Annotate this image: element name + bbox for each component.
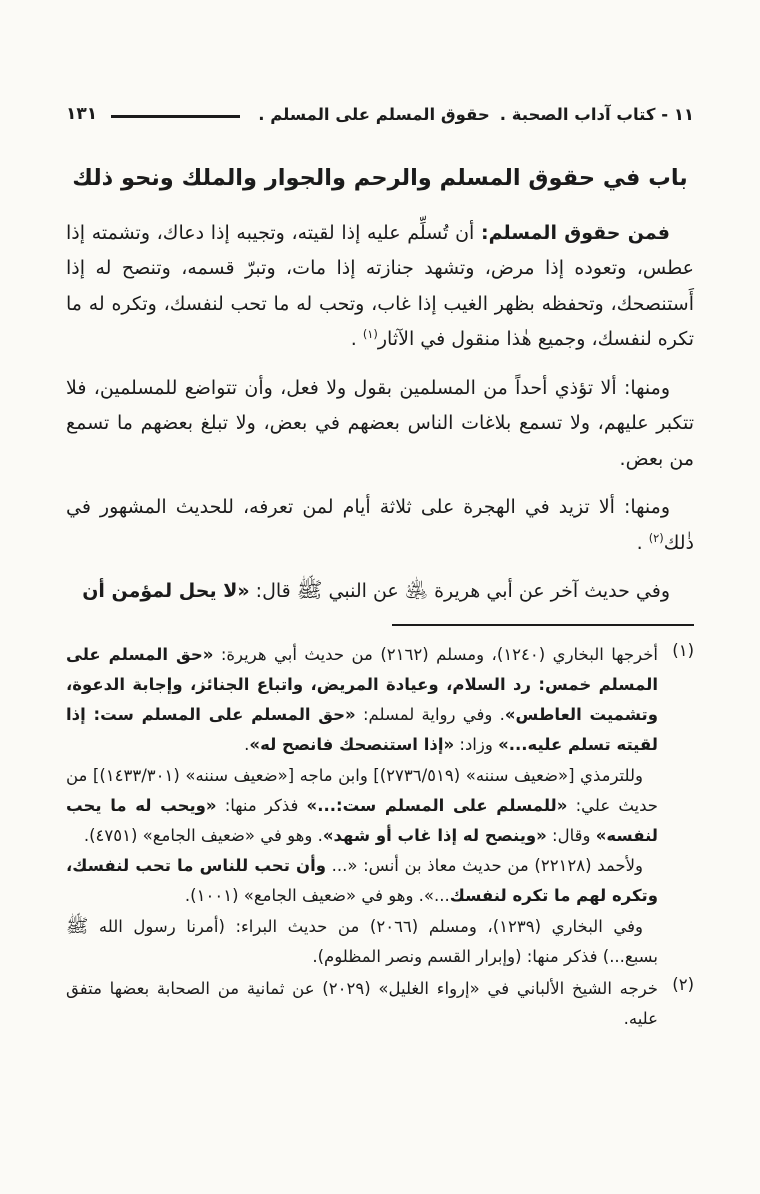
footnote-1-text: [66, 640, 658, 972]
page-number: ١٣١: [66, 104, 98, 124]
footnote-paragraph: وفي البخاري (١٢٣٩)، ومسلم (٢٠٦٦) من حديث البراء: (أمرنا رسول الله ﷺ بسبع...) فذكر منها: (وإبرار القسم ونصر المظلوم).: [66, 915, 658, 966]
footnote-paragraph: وللترمذي [«ضعيف سننه» (٢٧٣٦/٥١٩)] وابن ماجه [«ضعيف سننه» (١٤٣٣/٣٠١)] من حديث علي: «للمسلم على المسلم ست:...» فذكر منها: «ويحب له ما يحب لنفسه» وقال: «وينصح له إذا غاب أو شهد». وهو في «ضعيف الجامع» (٤٧٥١).: [66, 765, 658, 846]
main-text: [66, 216, 694, 610]
footnote-paragraph: خرجه الشيخ الألباني في «إرواء الغليل» (٢٠٢٩) عن ثمانية من الصحابة بعضها متفق عليه.: [66, 978, 658, 1029]
footnote-1: [66, 640, 694, 972]
footnote-separator: [392, 624, 694, 626]
body-paragraph: وفي حديث آخر عن أبي هريرة ﵁ عن النبي ﷺ قال: «لا يحل لمؤمن أن: [82, 578, 670, 604]
chapter-title: ١١ - كتاب آداب الصحبة .: [499, 104, 694, 124]
body-paragraph: ومنها: ألا تزيد في الهجرة على ثلاثة أيام لمن تعرفه، للحديث المشهور في ذٰلك$^{(٢)}$ .: [66, 496, 694, 554]
body-paragraph: فمن حقوق المسلم: أن تُسلِّم عليه إذا لقيته، وتجيبه إذا دعاك، وتشمته إذا عطس، وتعوده إذا مرض، وتشهد جنازته إذا مات، وتبرّ قسمه، وتنصح له إذا أَستنصحك، وتحفظه بظهر الغيب إذا غاب، وتحب له ما تحب لنفسك، وتكره له ما تكره لنفسك، وجميع هٰذا منقول في الآثار$^{(١)}$ .: [66, 221, 694, 351]
footnote-paragraph: أخرجها البخاري (١٢٤٠)، ومسلم (٢١٦٢) من حديث أبي هريرة: «حق المسلم على المسلم خمس: رد السلام، وعيادة المريض، واتباع الجنائز، وإجابة الدعوة، وتشميت العاطس». وفي رواية لمسلم: «حق المسلم على المسلم ست: إذا لقيته تسلم عليه...» وزاد: «إذا استنصحك فانصح له».: [66, 644, 658, 755]
footnote-1-marker: (١): [672, 640, 694, 660]
running-header: [66, 104, 694, 124]
footnote-paragraph: ولأحمد (٢٢١٢٨) من حديث معاذ بن أنس: «... وأن تحب للناس ما تحب لنفسك، وتكره لهم ما تكره لنفسك...». وهو في «ضعيف الجامع» (١٠٠١).: [66, 856, 658, 906]
footnote-2-text: [66, 974, 658, 1034]
footnote-2-marker: (٢): [672, 974, 694, 994]
footnotes-section: [66, 640, 694, 1034]
section-title: حقوق المسلم على المسلم .: [258, 104, 490, 124]
header-rule: [111, 115, 240, 118]
body-paragraph: ومنها: ألا تؤذي أحداً من المسلمين بقول ولا فعل، وأن تتواضع للمسلمين، فلا تتكبر عليهم، ولا تسمع بلاغات الناس بعضهم في بعض، ولا تبلغ بعضهم ما تسمع من بعض.: [66, 376, 694, 470]
footnote-2: [66, 974, 694, 1034]
bab-heading: باب في حقوق المسلم والرحم والجوار والملك ونحو ذلك: [72, 165, 688, 191]
